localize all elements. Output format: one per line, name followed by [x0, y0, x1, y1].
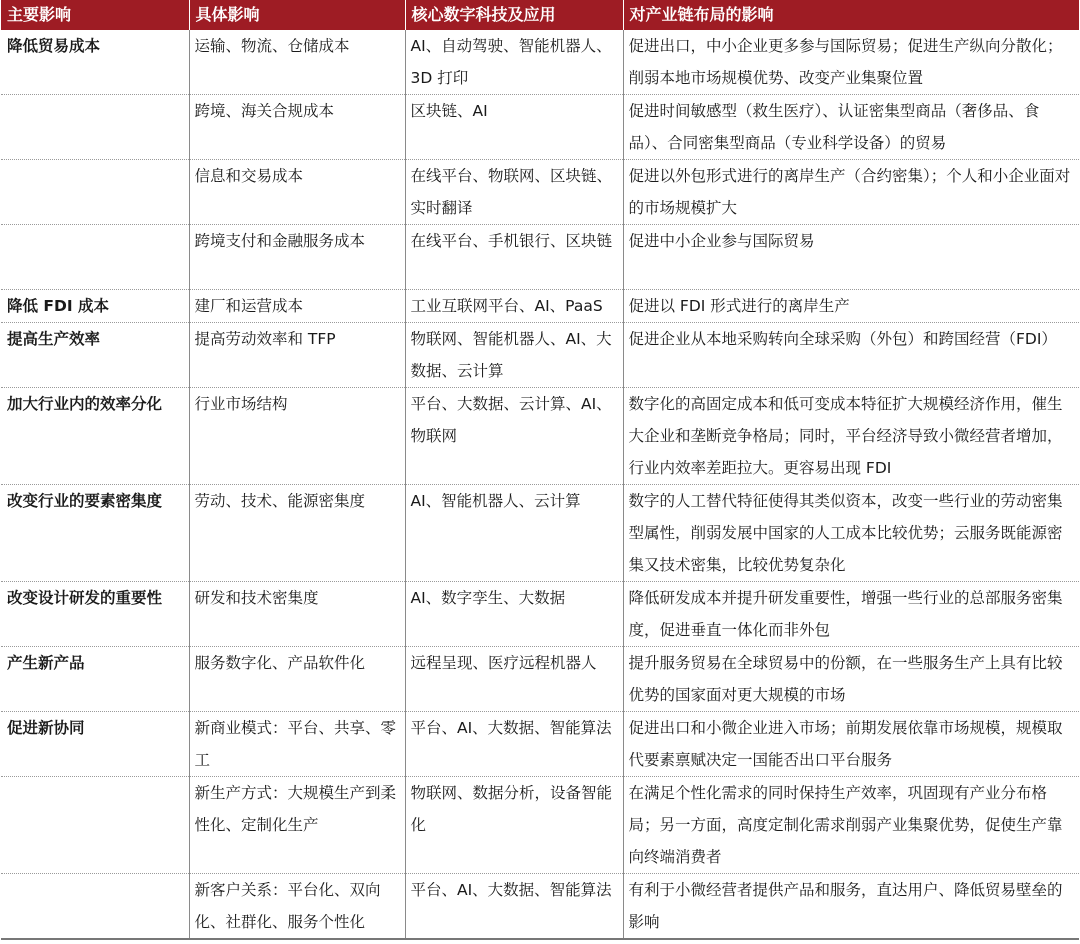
tech-cell: AI、数字孪生、大数据	[405, 582, 623, 647]
main-impact-cell: 改变设计研发的重要性	[1, 582, 189, 647]
main-impact-cell: 降低 FDI 成本	[1, 290, 189, 323]
effect-cell: 促进企业从本地采购转向全球采购（外包）和跨国经营（FDI）	[623, 323, 1079, 388]
effect-cell: 促进出口，中小企业更多参与国际贸易；促进生产纵向分散化；削弱本地市场规模优势、改变产业集聚位置	[623, 30, 1079, 95]
tech-cell: 平台、AI、大数据、智能算法	[405, 712, 623, 777]
main-impact-cell: 产生新产品	[1, 647, 189, 712]
table-row	[1, 95, 1079, 160]
effect-cell: 促进中小企业参与国际贸易	[623, 225, 1079, 290]
tech-cell: AI、自动驾驶、智能机器人、3D 打印	[405, 30, 623, 95]
tech-cell: 物联网、数据分析，设备智能化	[405, 777, 623, 874]
tech-cell: 在线平台、手机银行、区块链	[405, 225, 623, 290]
specific-impact-cell: 跨境、海关合规成本	[189, 95, 405, 160]
main-impact-cell: 提高生产效率	[1, 323, 189, 388]
table-row	[1, 160, 1079, 225]
effect-cell: 促进以外包形式进行的离岸生产（合约密集）；个人和小企业面对的市场规模扩大	[623, 160, 1079, 225]
specific-impact-cell: 新商业模式：平台、共享、零工	[189, 712, 405, 777]
table-row	[1, 712, 1079, 777]
tech-cell: 平台、AI、大数据、智能算法	[405, 874, 623, 940]
table-row	[1, 647, 1079, 712]
table-row	[1, 30, 1079, 95]
specific-impact-cell: 行业市场结构	[189, 388, 405, 485]
specific-impact-cell: 建厂和运营成本	[189, 290, 405, 323]
specific-impact-cell: 信息和交易成本	[189, 160, 405, 225]
table-row	[1, 777, 1079, 874]
specific-impact-cell: 运输、物流、仓储成本	[189, 30, 405, 95]
tech-cell: AI、智能机器人、云计算	[405, 485, 623, 582]
table-row	[1, 485, 1079, 582]
effect-cell: 降低研发成本并提升研发重要性，增强一些行业的总部服务密集度，促进垂直一体化而非外包	[623, 582, 1079, 647]
effect-cell: 数字化的高固定成本和低可变成本特征扩大规模经济作用，催生大企业和垄断竞争格局；同时，平台经济导致小微经营者增加，行业内效率差距拉大。更容易出现 FDI	[623, 388, 1079, 485]
main-impact-cell	[1, 225, 189, 290]
specific-impact-cell: 新生产方式：大规模生产到柔性化、定制化生产	[189, 777, 405, 874]
effect-cell: 促进时间敏感型（救生医疗）、认证密集型商品（奢侈品、食品）、合同密集型商品（专业科学设备）的贸易	[623, 95, 1079, 160]
main-impact-cell: 降低贸易成本	[1, 30, 189, 95]
digital-tech-impact-table	[1, 0, 1079, 940]
main-impact-cell	[1, 777, 189, 874]
specific-impact-cell: 新客户关系：平台化、双向化、社群化、服务个性化	[189, 874, 405, 940]
effect-cell: 提升服务贸易在全球贸易中的份额，在一些服务生产上具有比较优势的国家面对更大规模的市场	[623, 647, 1079, 712]
tech-cell: 物联网、智能机器人、AI、大数据、云计算	[405, 323, 623, 388]
effect-cell: 促进以 FDI 形式进行的离岸生产	[623, 290, 1079, 323]
header-main-impact: 主要影响	[1, 0, 189, 30]
main-impact-cell	[1, 874, 189, 940]
specific-impact-cell: 劳动、技术、能源密集度	[189, 485, 405, 582]
table-row	[1, 582, 1079, 647]
tech-cell: 平台、大数据、云计算、AI、物联网	[405, 388, 623, 485]
main-impact-cell	[1, 160, 189, 225]
table-row	[1, 323, 1079, 388]
tech-cell: 在线平台、物联网、区块链、实时翻译	[405, 160, 623, 225]
effect-cell: 数字的人工替代特征使得其类似资本，改变一些行业的劳动密集型属性，削弱发展中国家的人工成本比较优势；云服务既能源密集又技术密集，比较优势复杂化	[623, 485, 1079, 582]
specific-impact-cell: 研发和技术密集度	[189, 582, 405, 647]
main-impact-cell: 加大行业内的效率分化	[1, 388, 189, 485]
header-specific-impact: 具体影响	[189, 0, 405, 30]
tech-cell: 区块链、AI	[405, 95, 623, 160]
tech-cell: 远程呈现、医疗远程机器人	[405, 647, 623, 712]
main-impact-cell: 促进新协同	[1, 712, 189, 777]
specific-impact-cell: 服务数字化、产品软件化	[189, 647, 405, 712]
main-impact-cell	[1, 95, 189, 160]
header-industry-chain-effect: 对产业链布局的影响	[623, 0, 1079, 30]
header-core-tech: 核心数字科技及应用	[405, 0, 623, 30]
effect-cell: 有利于小微经营者提供产品和服务，直达用户、降低贸易壁垒的影响	[623, 874, 1079, 940]
main-impact-cell: 改变行业的要素密集度	[1, 485, 189, 582]
table-row	[1, 290, 1079, 323]
specific-impact-cell: 提高劳动效率和 TFP	[189, 323, 405, 388]
table-row	[1, 388, 1079, 485]
tech-cell: 工业互联网平台、AI、PaaS	[405, 290, 623, 323]
table-row	[1, 225, 1079, 290]
header-row	[1, 0, 1079, 30]
specific-impact-cell: 跨境支付和金融服务成本	[189, 225, 405, 290]
effect-cell: 在满足个性化需求的同时保持生产效率，巩固现有产业分布格局；另一方面，高度定制化需求削弱产业集聚优势，促使生产靠向终端消费者	[623, 777, 1079, 874]
effect-cell: 促进出口和小微企业进入市场；前期发展依靠市场规模，规模取代要素禀赋决定一国能否出口平台服务	[623, 712, 1079, 777]
table-row	[1, 874, 1079, 940]
